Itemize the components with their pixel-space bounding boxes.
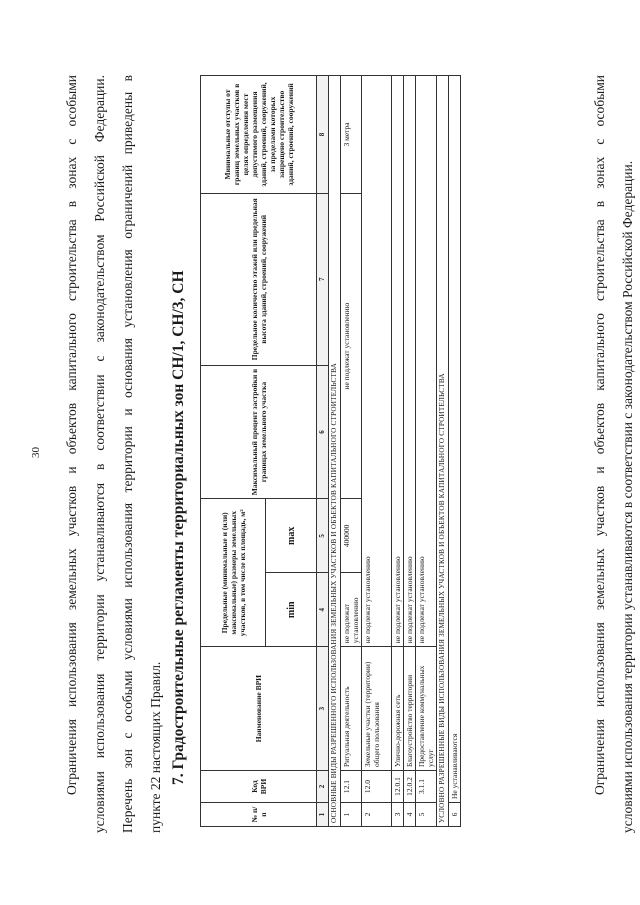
row-no: 1: [341, 803, 362, 827]
row-no: 3: [392, 803, 404, 827]
table-row: [362, 76, 392, 827]
column-number: 7: [317, 193, 329, 365]
column-number: 3: [317, 647, 329, 771]
paragraph-line: пункте 22 настоящих Правил.: [148, 661, 163, 833]
restrictions-paragraph: [58, 75, 170, 833]
column-number: 8: [317, 76, 329, 194]
header-min: min: [266, 573, 317, 647]
row-name: Ритуальная деятельность: [341, 647, 362, 771]
row-name: Предоставление коммунальных услуг: [416, 647, 437, 771]
table-header-row: [201, 76, 266, 827]
section-row-main: [329, 76, 341, 827]
header-name: Наименование ВРИ: [201, 647, 317, 771]
row-code: 12.0: [362, 771, 392, 803]
paragraph-line: условиями использования территории устанавливаются в соответствии с законодательством Российской Федерации.: [92, 75, 107, 833]
paragraph-line: Перечень зон с особыми условиями использования территории и основания установления ограничений приведены в: [120, 75, 135, 833]
table-row: [449, 76, 461, 827]
row-code: 12.0.1: [392, 771, 404, 803]
column-number: 6: [317, 365, 329, 499]
row-no: 5: [416, 803, 437, 827]
row-merged-value: не подлежат установлению: [392, 76, 404, 647]
row-min: не подлежат установлению: [341, 573, 362, 647]
regulations-table: [200, 75, 461, 827]
row-merged-value: не подлежат установлению: [362, 76, 392, 647]
row-max: 400000: [341, 499, 362, 573]
table-row: [392, 76, 404, 827]
restrictions-paragraph-repeat: [586, 75, 640, 833]
row-name: Улично-дорожная сеть: [392, 647, 404, 771]
row-name: Благоустройство территории: [404, 647, 416, 771]
paragraph-line: Ограничения использования земельных участков и объектов капитального строительства в зонах с особыми: [592, 75, 607, 795]
row-code: 12.1: [341, 771, 362, 803]
header-sizes: Предельные (минимальные и (или) максимальные) размеры земельных участков, в том числе их площадь, м²: [201, 499, 266, 647]
column-number: 4: [317, 573, 329, 647]
row-code: 12.0.2: [404, 771, 416, 803]
row-merged-value: Не устанавливаются: [449, 76, 461, 803]
header-no: № п/п: [201, 803, 317, 827]
column-number: 1: [317, 803, 329, 827]
page-number: 30: [30, 447, 42, 458]
header-floors: Предельное количество этажей или предельная высота зданий, строений, сооружений: [201, 193, 317, 365]
section-main-label: ОСНОВНЫЕ ВИДЫ РАЗРЕШЕННОГО ИСПОЛЬЗОВАНИЯ ЗЕМЕЛЬНЫХ УЧАСТКОВ И ОБЪЕКТОВ КАПИТАЛЬНОГО СТРОИТЕЛЬСТВА: [329, 76, 341, 827]
row-no: 2: [362, 803, 392, 827]
header-max: max: [266, 499, 317, 573]
row-name: Земельные участки (территории) общего пользования: [362, 647, 392, 771]
row-merged-value: не подлежат установлению: [416, 76, 437, 647]
row-setbacks: 3 метра: [341, 76, 362, 194]
column-number: 5: [317, 499, 329, 573]
paragraph-line: Ограничения использования земельных участков и объектов капитального строительства в зонах с особыми: [64, 75, 79, 795]
column-number: 2: [317, 771, 329, 803]
section-conditional-label: УСЛОВНО РАЗРЕШЕННЫЕ ВИДЫ ИСПОЛЬЗОВАНИЯ ЗЕМЕЛЬНЫХ УЧАСТКОВ И ОБЪЕКТОВ КАПИТАЛЬНОГО СТРОИТЕЛЬСТВА: [437, 76, 449, 827]
row-percent-floors: не подлежат установлению: [341, 193, 362, 499]
row-no: 4: [404, 803, 416, 827]
table-row: [341, 76, 362, 827]
column-number-row: [317, 76, 329, 827]
row-merged-value: не подлежат установлению: [404, 76, 416, 647]
section-heading: 7. Градостроительные регламенты территориальных зон СН/1, СН/3, СН: [170, 270, 187, 785]
row-no: 6: [449, 803, 461, 827]
paragraph-line: условиями использования территории устанавливаются в соответствии с законодательством Российской Федерации.: [620, 160, 635, 833]
header-percent: Максимальный процент застройки в границах земельного участка: [201, 365, 317, 499]
table-row: [416, 76, 437, 827]
row-code: 3.1.1: [416, 771, 437, 803]
header-setbacks: Минимальные отступы от границ земельных участков в целях определения мест допустимого размещения зданий, строений, сооружений, за пределами которых запрещено строительство зданий, строений, сооружений: [201, 76, 317, 194]
table-row: [404, 76, 416, 827]
section-row-conditional: [437, 76, 449, 827]
header-code: Код ВРИ: [201, 771, 317, 803]
